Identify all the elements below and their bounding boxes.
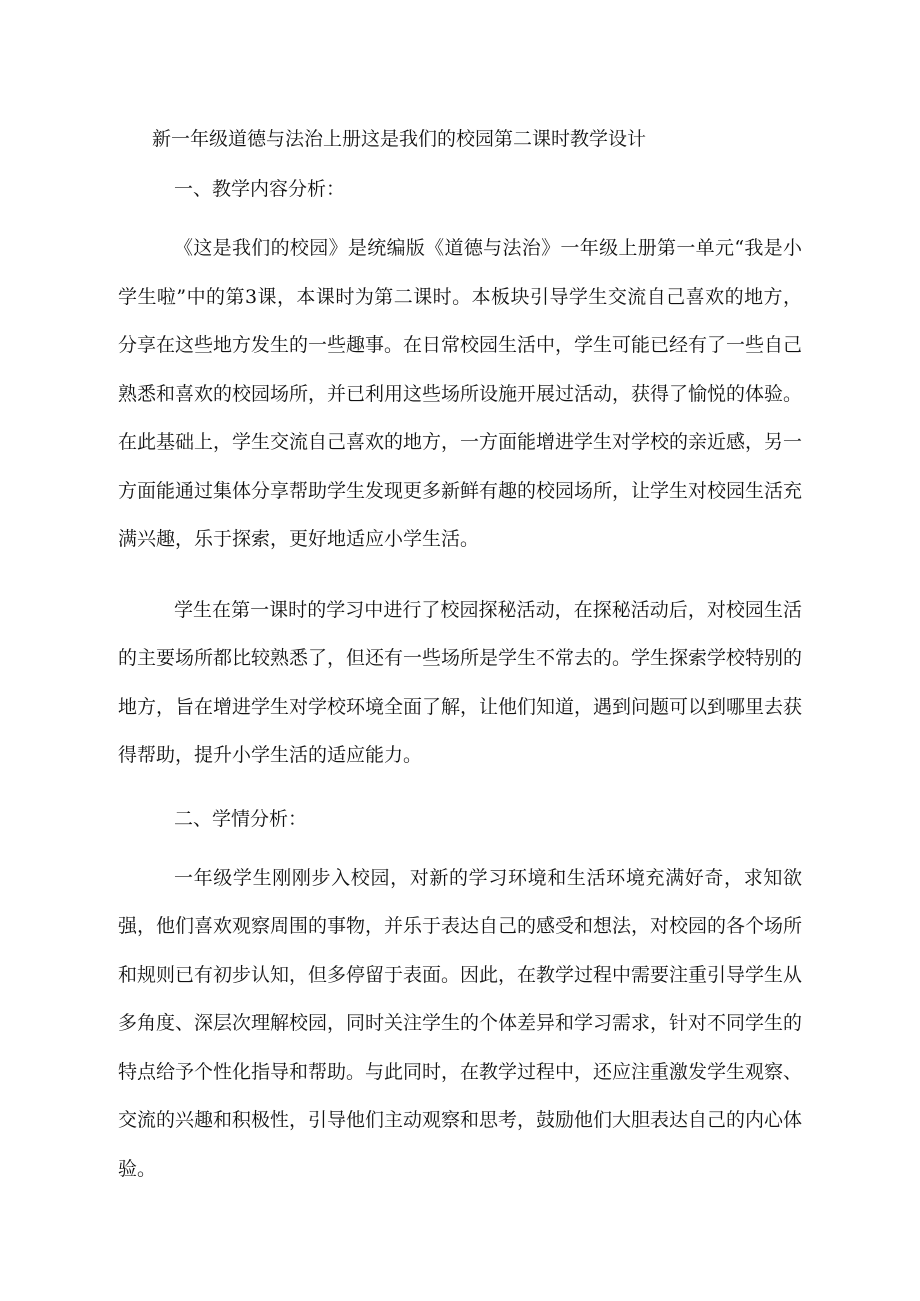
paragraph: 《这是我们的校园》是统编版《道德与法治》一年级上册第一单元“我是小学生啦”中的第3课，本课时为第二课时。本板块引导学生交流自己喜欢的地方，分享在这些地方发生的一些趣事。在日常校园生活中，学生可能已经有了一些自己熟悉和喜欢的校园场所，并已利用这些场所设施开展过活动，获得了愉悦的体验。在此基础上，学生交流自己喜欢的地方，一方面能增进学生对学校的亲近感，另一方面能通过集体分享帮助学生发现更多新鲜有趣的校园场所，让学生对校园生活充满兴趣，乐于探索，更好地适应小学生活。 bbox=[118, 237, 803, 550]
paragraph: 学生在第一课时的学习中进行了校园探秘活动，在探秘活动后，对校园生活的主要场所都比较熟悉了，但还有一些场所是学生不常去的。学生探索学校特别的地方，旨在增进学生对学校环境全面了解，让他们知道，遇到问题可以到哪里去获得帮助，提升小学生活的适应能力。 bbox=[118, 598, 803, 766]
section-student-analysis bbox=[118, 802, 802, 1194]
paragraph: 一年级学生刚刚步入校园，对新的学习环境和生活环境充满好奇，求知欲强，他们喜欢观察周围的事物，并乐于表达自己的感受和想法，对校园的各个场所和规则已有初步认知，但多停留于表面。因此，在教学过程中需要注重引导学生从多角度、深层次理解校园，同时关注学生的个体差异和学习需求，针对不同学生的特点给予个性化指导和帮助。与此同时，在教学过程中，还应注重激发学生观察、交流的兴趣和积极性，引导他们主动观察和思考，鼓励他们大胆表达自己的内心体验。 bbox=[118, 866, 803, 1180]
section-content-analysis bbox=[118, 172, 802, 780]
section-heading: 二、学情分析： bbox=[174, 807, 308, 830]
section-heading: 一、教学内容分析： bbox=[174, 178, 346, 200]
document-title: 新一年级道德与法治上册这是我们的校园第二课时教学设计 bbox=[152, 128, 647, 150]
